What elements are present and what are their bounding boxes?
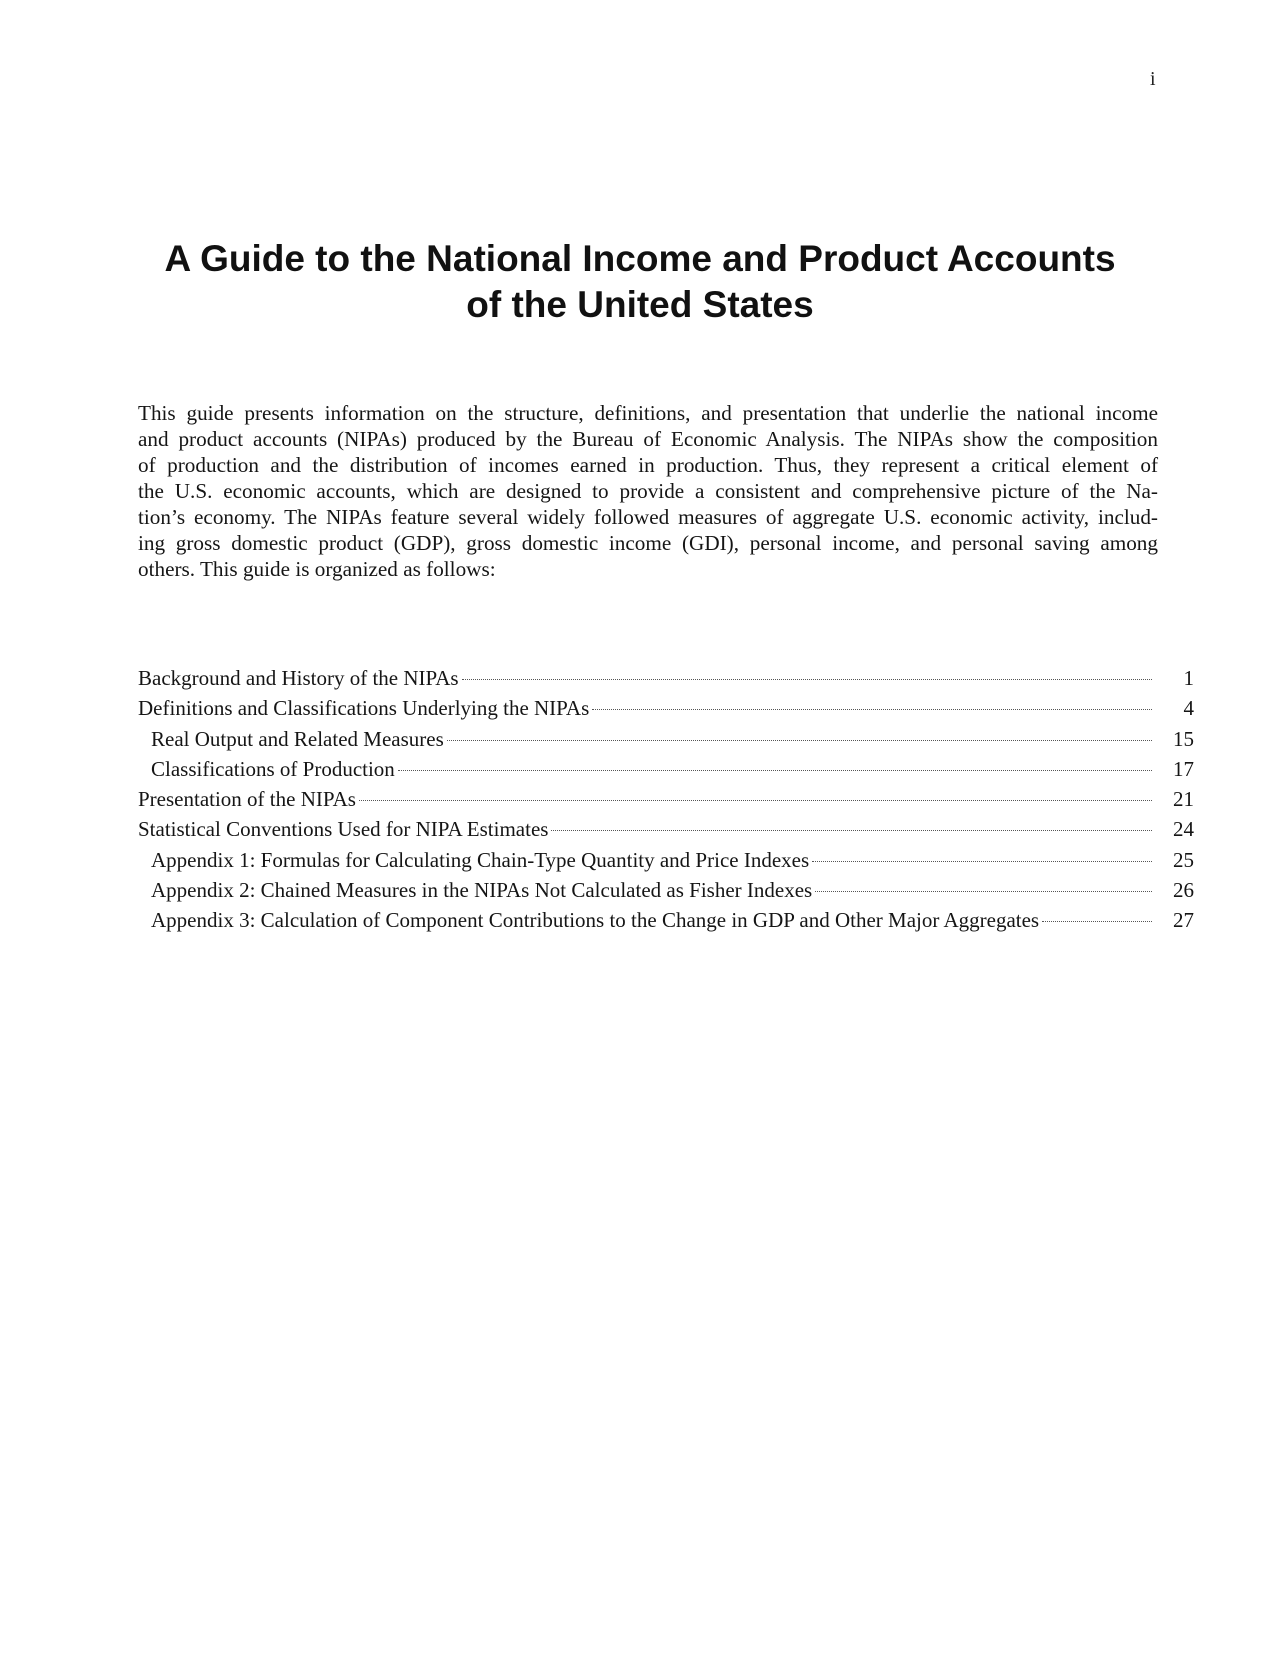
- intro-line: and product accounts (NIPAs) produced by the Bureau of Economic Analysis. The NIPAs show the composition: [138, 427, 1158, 451]
- toc-entry-real-output[interactable]: [138, 727, 1194, 757]
- toc-dot-leader: [815, 891, 1152, 892]
- toc-entry-label: Appendix 3: Calculation of Component Contributions to the Change in GDP and Other Major Aggregates: [151, 908, 1040, 933]
- toc-entry-page: 4: [1183, 696, 1194, 721]
- toc-entry-page: 1: [1183, 666, 1194, 690]
- toc-entry-label: Real Output and Related Measures: [151, 726, 444, 751]
- toc-entry-page: 26: [1173, 878, 1194, 903]
- intro-line: others. This guide is organized as follows:: [138, 557, 496, 581]
- toc-dot-leader: [462, 679, 1152, 680]
- toc-entry-label: Background and History of the NIPAs: [138, 666, 459, 690]
- intro-line: tion’s economy. The NIPAs feature several widely followed measures of aggregate U.S. economic activity, includ-: [138, 505, 1158, 529]
- intro-line: This guide presents information on the structure, definitions, and presentation that underlie the national income: [138, 401, 1158, 425]
- title-line-1: A Guide to the National Income and Product Accounts: [164, 238, 1116, 279]
- intro-line: of production and the distribution of incomes earned in production. Thus, they represent a critical element of: [138, 453, 1158, 477]
- toc-dot-leader: [812, 861, 1152, 862]
- toc-entry-label: Classifications of Production: [151, 756, 395, 781]
- toc-entry-label: Presentation of the NIPAs: [138, 787, 356, 812]
- toc-entry-page: 17: [1173, 756, 1194, 781]
- document-title: [0, 236, 1280, 328]
- toc-entry-presentation[interactable]: [138, 787, 1194, 817]
- toc-entry-appendix-3[interactable]: [138, 908, 1194, 938]
- toc-dot-leader: [551, 830, 1152, 831]
- toc-entry-definitions-classifications[interactable]: [138, 696, 1194, 726]
- intro-paragraph: [138, 400, 1158, 582]
- intro-line: the U.S. economic accounts, which are designed to provide a consistent and comprehensive picture of the Na-: [138, 479, 1158, 503]
- toc-entry-appendix-2[interactable]: [138, 878, 1194, 908]
- toc-entry-background-history[interactable]: [138, 666, 1194, 696]
- toc-dot-leader: [398, 770, 1152, 771]
- toc-entry-appendix-1[interactable]: [138, 848, 1194, 878]
- toc-entry-page: 21: [1173, 787, 1194, 812]
- table-of-contents: [138, 666, 1194, 939]
- toc-entry-page: 25: [1173, 847, 1194, 872]
- toc-entry-label: Appendix 2: Chained Measures in the NIPAs Not Calculated as Fisher Indexes: [151, 878, 813, 903]
- toc-entry-label: Appendix 1: Formulas for Calculating Chain-Type Quantity and Price Indexes: [151, 847, 810, 872]
- intro-line: ing gross domestic product (GDP), gross domestic income (GDI), personal income, and personal saving among: [138, 531, 1158, 555]
- toc-entry-page: 15: [1173, 726, 1194, 751]
- toc-entry-classifications-production[interactable]: [138, 757, 1194, 787]
- toc-entry-label: Statistical Conventions Used for NIPA Estimates: [138, 817, 549, 842]
- toc-dot-leader: [1042, 921, 1152, 922]
- toc-entry-statistical-conventions[interactable]: [138, 817, 1194, 847]
- toc-entry-page: 24: [1173, 817, 1194, 842]
- toc-entry-label: Definitions and Classifications Underlying the NIPAs: [138, 696, 590, 721]
- page-number: i: [1150, 68, 1156, 90]
- toc-dot-leader: [359, 800, 1152, 801]
- title-line-2: of the United States: [466, 284, 814, 325]
- toc-entry-page: 27: [1173, 908, 1194, 933]
- toc-dot-leader: [592, 709, 1152, 710]
- toc-dot-leader: [447, 740, 1152, 741]
